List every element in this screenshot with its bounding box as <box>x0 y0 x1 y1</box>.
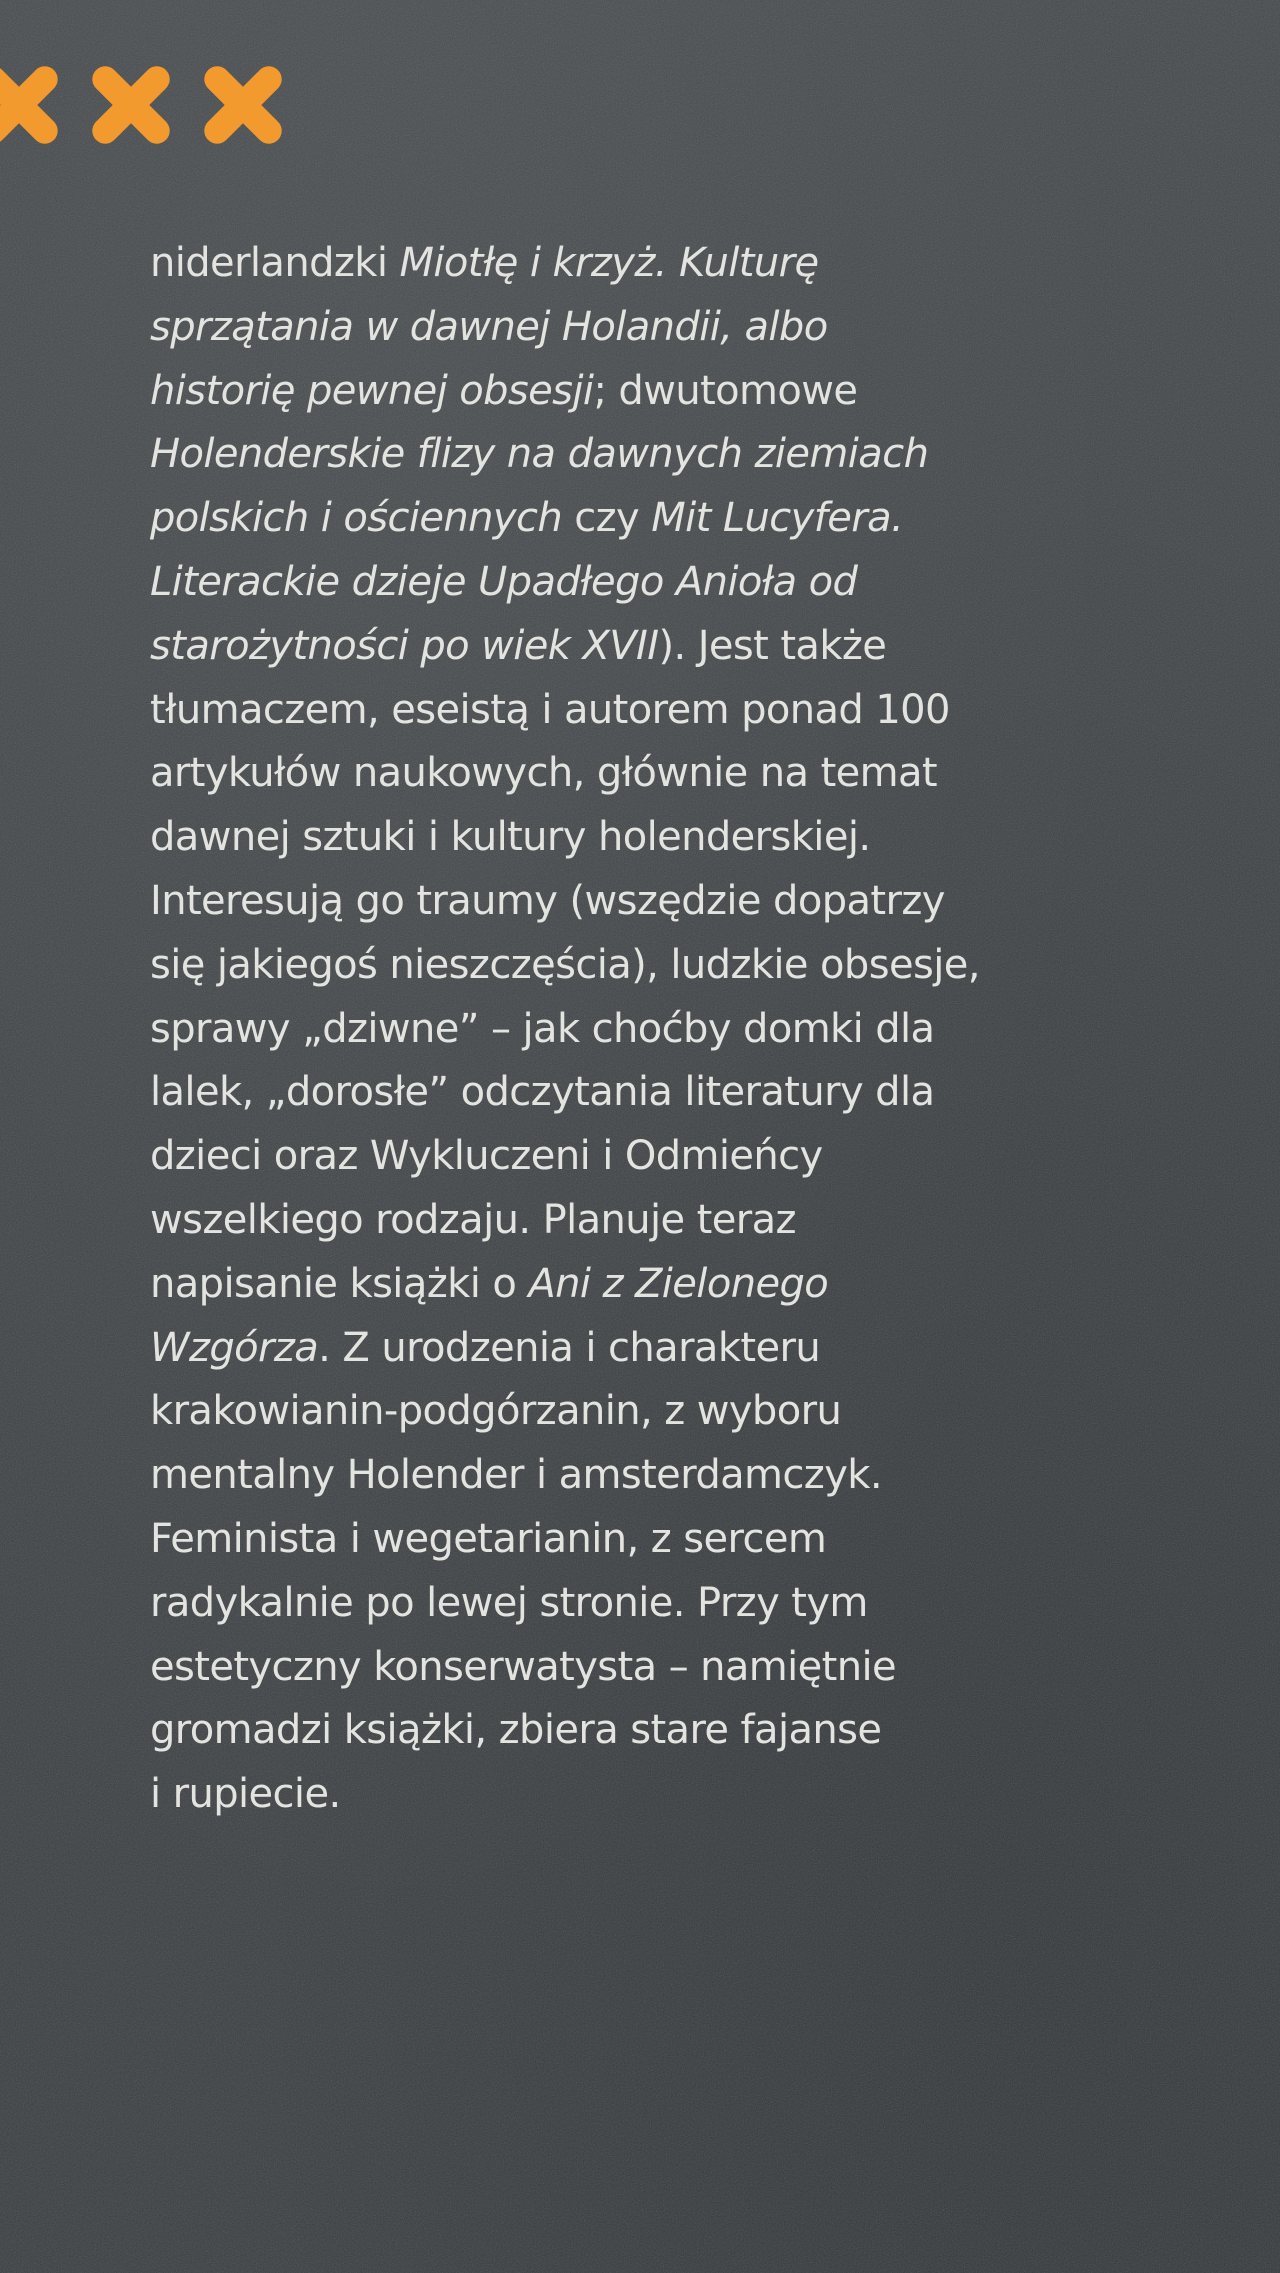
text-segment: radykalnie po lewej stronie. Przy tym <box>150 1579 868 1626</box>
italic-title-text: Ani z Zielonego <box>528 1260 829 1307</box>
text-line <box>150 360 1160 424</box>
text-segment: estetyczny konserwatysta – namiętnie <box>150 1643 897 1690</box>
text-line <box>150 1699 1160 1763</box>
text-line <box>150 1125 1160 1189</box>
text-segment: i rupiecie. <box>150 1771 341 1818</box>
text-line <box>150 1508 1160 1572</box>
text-line <box>150 806 1160 870</box>
text-segment: . Z urodzenia i charakteru <box>318 1324 821 1371</box>
text-line <box>150 1636 1160 1700</box>
italic-title-text: Holenderskie flizy na dawnych ziemiach <box>150 431 929 478</box>
text-line <box>150 1444 1160 1508</box>
text-segment: dawnej sztuki i kultury holenderskiej. <box>150 814 871 861</box>
text-segment: niderlandzki <box>150 240 400 286</box>
text-line <box>150 1253 1160 1317</box>
text-line <box>150 1763 1160 1827</box>
text-segment: Interesują go traumy (wszędzie dopatrzy <box>150 877 945 924</box>
x-mark-icon <box>0 62 62 148</box>
italic-title-text: Wzgórza <box>150 1324 319 1371</box>
x-mark-icon <box>200 62 286 148</box>
text-segment: sprawy „dziwne” – jak choćby domki dla <box>150 1005 935 1052</box>
text-line <box>150 1189 1160 1253</box>
text-line <box>150 1061 1160 1125</box>
text-segment: ). Jest także <box>658 622 887 669</box>
text-line <box>150 679 1160 743</box>
italic-title-text: historię pewnej obsesji <box>150 367 594 414</box>
text-line <box>150 296 1160 360</box>
text-line <box>150 742 1160 806</box>
italic-title-text: polskich i ościennych <box>150 495 563 542</box>
biography-text <box>150 232 1160 1827</box>
text-line <box>150 423 1160 487</box>
text-segment: ; dwutomowe <box>593 367 858 414</box>
text-line <box>150 1572 1160 1636</box>
text-segment: wszelkiego rodzaju. Planuje teraz <box>150 1196 796 1243</box>
text-segment: się jakiegoś nieszczęścia), ludzkie obsesje, <box>150 941 980 988</box>
italic-title-text: starożytności po wiek XVII <box>150 622 659 669</box>
italic-title-text: Literackie dzieje Upadłego Anioła od <box>150 558 858 605</box>
text-line <box>150 232 1160 296</box>
text-line <box>150 1317 1160 1381</box>
text-line <box>150 870 1160 934</box>
text-segment: tłumaczem, eseistą i autorem ponad 100 <box>150 686 950 733</box>
x-mark-icon <box>88 62 174 148</box>
text-line <box>150 487 1160 551</box>
text-segment: mentalny Holender i amsterdamczyk. <box>150 1452 882 1499</box>
text-segment: napisanie książki o <box>150 1260 529 1307</box>
text-segment: dzieci oraz Wykluczeni i Odmieńcy <box>150 1133 823 1180</box>
text-line <box>150 998 1160 1062</box>
text-line <box>150 934 1160 998</box>
text-segment: lalek, „dorosłe” odczytania literatury dla <box>150 1069 935 1116</box>
text-line <box>150 551 1160 615</box>
text-segment: artykułów naukowych, głównie na temat <box>150 750 938 797</box>
text-segment: krakowianin-podgórzanin, z wyboru <box>150 1388 842 1435</box>
italic-title-text: Miotłę i krzyż. Kulturę <box>399 240 819 286</box>
text-segment: gromadzi książki, zbiera stare fajanse <box>150 1707 882 1754</box>
italic-title-text: sprzątania w dawnej Holandii, albo <box>150 303 828 350</box>
text-line <box>150 615 1160 679</box>
italic-title-text: Mit Lucyfera. <box>651 495 904 542</box>
text-line <box>150 1380 1160 1444</box>
decorative-x-marks <box>0 62 286 148</box>
text-segment: czy <box>562 495 652 542</box>
text-segment: Feminista i wegetarianin, z sercem <box>150 1515 827 1562</box>
